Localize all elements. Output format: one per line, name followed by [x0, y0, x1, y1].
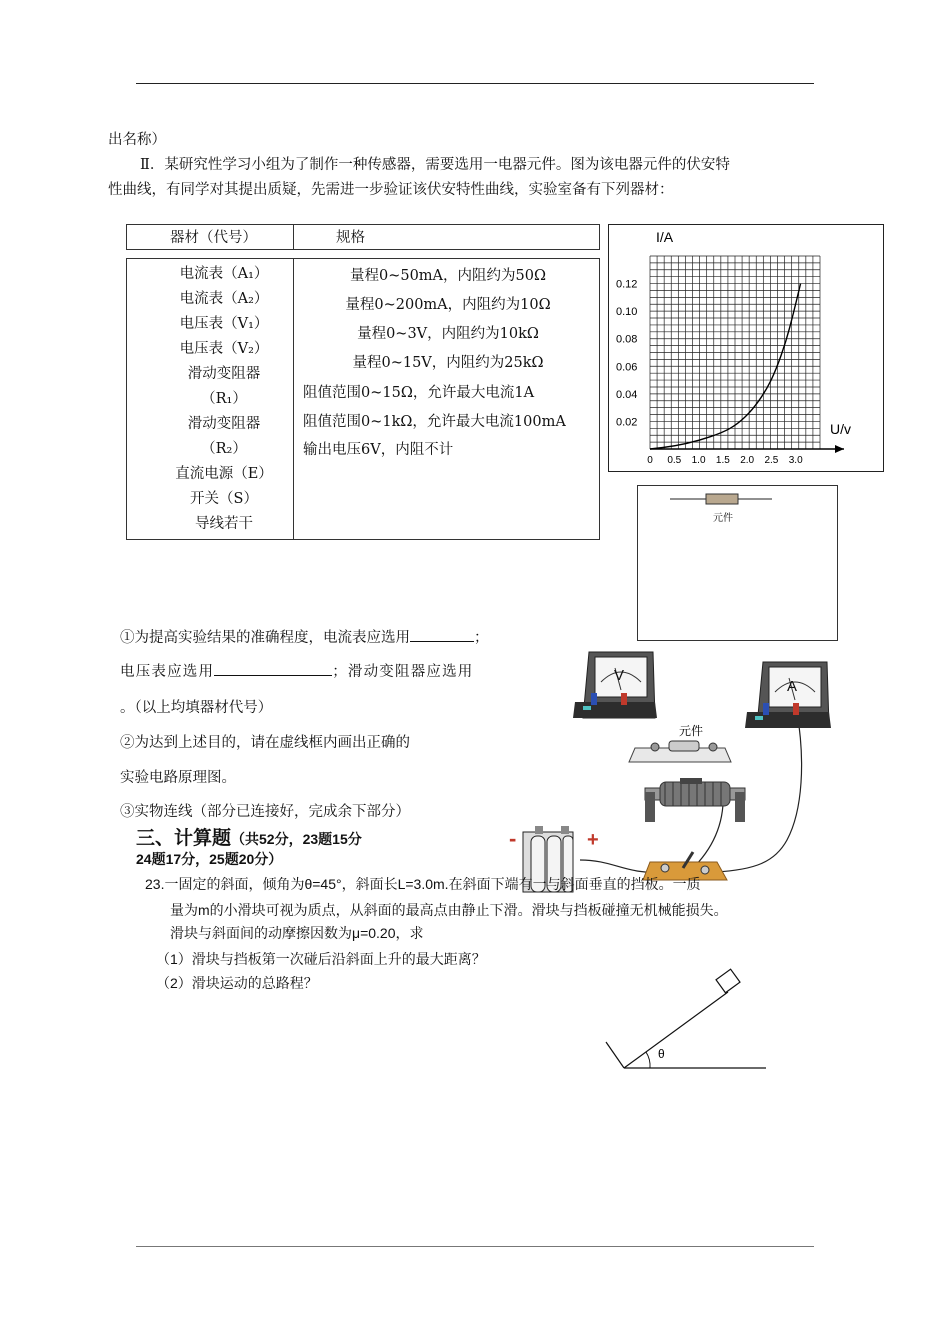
board-element-label: 元件 [679, 724, 704, 738]
incline-figure [600, 966, 770, 1076]
baffle-line [606, 1042, 624, 1068]
equipment-name: 电压表（V₂） [179, 341, 269, 357]
section-3-subheading: 24题17分，25题20分） [136, 851, 283, 867]
x-tick-label: 1.5 [715, 455, 730, 466]
equipment-spec: 量程0~200mA，内阻约为10Ω [345, 297, 551, 313]
equipment-name: 直流电源（E） [175, 466, 273, 482]
rheostat-icon[interactable] [645, 778, 745, 822]
x-tick-label: 0.5 [667, 455, 682, 466]
equipment-name: 电流表（A₁） [179, 266, 269, 282]
equipment-name: （R₁） [201, 391, 247, 407]
equipment-spec: 阻值范围0~15Ω，允许最大电流1A [303, 385, 535, 401]
body-divider [293, 258, 294, 540]
y-axis-label: I/A [656, 229, 674, 245]
iv-chart [608, 224, 884, 472]
equipment-spec: 量程0~15V，内阻约为25kΩ [352, 355, 544, 371]
x-tick-label: 0 [647, 455, 653, 466]
equipment-name: 导线若干 [195, 516, 253, 532]
battery-minus-sign: - [509, 826, 517, 851]
q23-sub-1: （1）滑块与挡板第一次碰后沿斜面上升的最大距离？ [156, 951, 486, 967]
resistor-element-icon [638, 486, 839, 526]
equipment-name: 电压表（V₁） [179, 316, 269, 332]
previous-line: 出名称） [108, 132, 166, 148]
equipment-name: （R₂） [201, 441, 247, 457]
y-tick-label: 0.06 [616, 361, 638, 374]
voltmeter-letter: V [614, 667, 625, 684]
ammeter-answer-blank[interactable] [410, 627, 474, 642]
y-tick-label: 0.04 [616, 388, 638, 401]
question-2-line-a: ②为达到上述目的，请在虚线框内画出正确的 [120, 735, 410, 751]
question-2-line-b: 实验电路原理图。 [120, 770, 236, 786]
equipment-name: 滑动变阻器 [187, 416, 261, 432]
y-tick-label: 0.10 [616, 306, 638, 319]
voltmeter-answer-blank[interactable] [214, 661, 332, 676]
header-spec: 规格 [336, 230, 365, 246]
equipment-name: 开关（S） [190, 491, 258, 507]
angle-label: θ [658, 1047, 665, 1061]
equipment-spec: 输出电压6V，内阻不计 [303, 442, 454, 458]
x-tick-label: 2.0 [740, 455, 755, 466]
intro-line-1: Ⅱ．某研究性学习小组为了制作一种传感器，需要选用一电器元件。图为该电器元件的伏安特 [140, 157, 730, 173]
element-on-board-icon [629, 723, 731, 762]
q23-line-1: 23.一固定的斜面，倾角为θ=45°，斜面长L=3.0m.在斜面下端有一与斜面垂直的挡板。一质 [145, 876, 701, 892]
header-divider [293, 224, 294, 250]
question-1-line-a: ①为提高实验结果的准确程度，电流表应选用 ； [120, 626, 489, 647]
header-equipment: 器材（代号） [170, 230, 257, 246]
question-1-line-c: 。（以上均填器材代号） [120, 700, 273, 716]
section-3-heading: 三、计算题（共52分，23题15分 [136, 828, 362, 849]
equipment-spec: 阻值范围0~1kΩ，允许最大电流100mA [303, 414, 566, 430]
q23-line-3: 滑块与斜面间的动摩擦因数为μ=0.20，求 [170, 925, 424, 941]
angle-arc [646, 1052, 650, 1068]
block-icon [716, 969, 740, 993]
circuit-drawing-box[interactable] [637, 485, 838, 641]
intro-line-2: 性曲线，有同学对其提出质疑，先需进一步验证该伏安特性曲线，实验室备有下列器材： [108, 182, 674, 198]
y-tick-label: 0.02 [616, 416, 638, 429]
question-3: ③实物连线（部分已连接好，完成余下部分） [120, 804, 410, 820]
footer-rule [136, 1246, 814, 1247]
ammeter-icon[interactable] [745, 662, 831, 728]
equipment-name: 电流表（A₂） [179, 291, 269, 307]
y-tick-label: 0.12 [616, 278, 638, 291]
x-axis-label: U/v [830, 421, 851, 437]
header-rule [136, 83, 814, 84]
apparatus-illustration [505, 640, 845, 895]
equipment-spec: 量程0~3V，内阻约为10kΩ [357, 326, 539, 342]
equipment-spec: 量程0~50mA，内阻约为50Ω [349, 268, 547, 284]
q23-sub-2: （2）滑块运动的总路程？ [156, 975, 318, 991]
element-label: 元件 [713, 513, 733, 524]
battery-plus-sign: + [587, 829, 599, 851]
x-tick-label: 3.0 [788, 455, 803, 466]
y-tick-label: 0.08 [616, 333, 638, 346]
x-tick-label: 2.5 [764, 455, 779, 466]
voltmeter-icon[interactable] [573, 652, 657, 718]
ammeter-letter: A [787, 678, 798, 695]
q23-line-2: 量为m的小滑块可视为质点，从斜面的最高点由静止下滑。滑块与挡板碰撞无机械能损失。 [170, 902, 728, 918]
incline-line [624, 992, 728, 1068]
x-tick-label: 1.0 [691, 455, 706, 466]
question-1-line-b: 电压表应选用 ；滑动变阻器应选用 [120, 660, 474, 681]
equipment-name: 滑动变阻器 [187, 366, 261, 382]
